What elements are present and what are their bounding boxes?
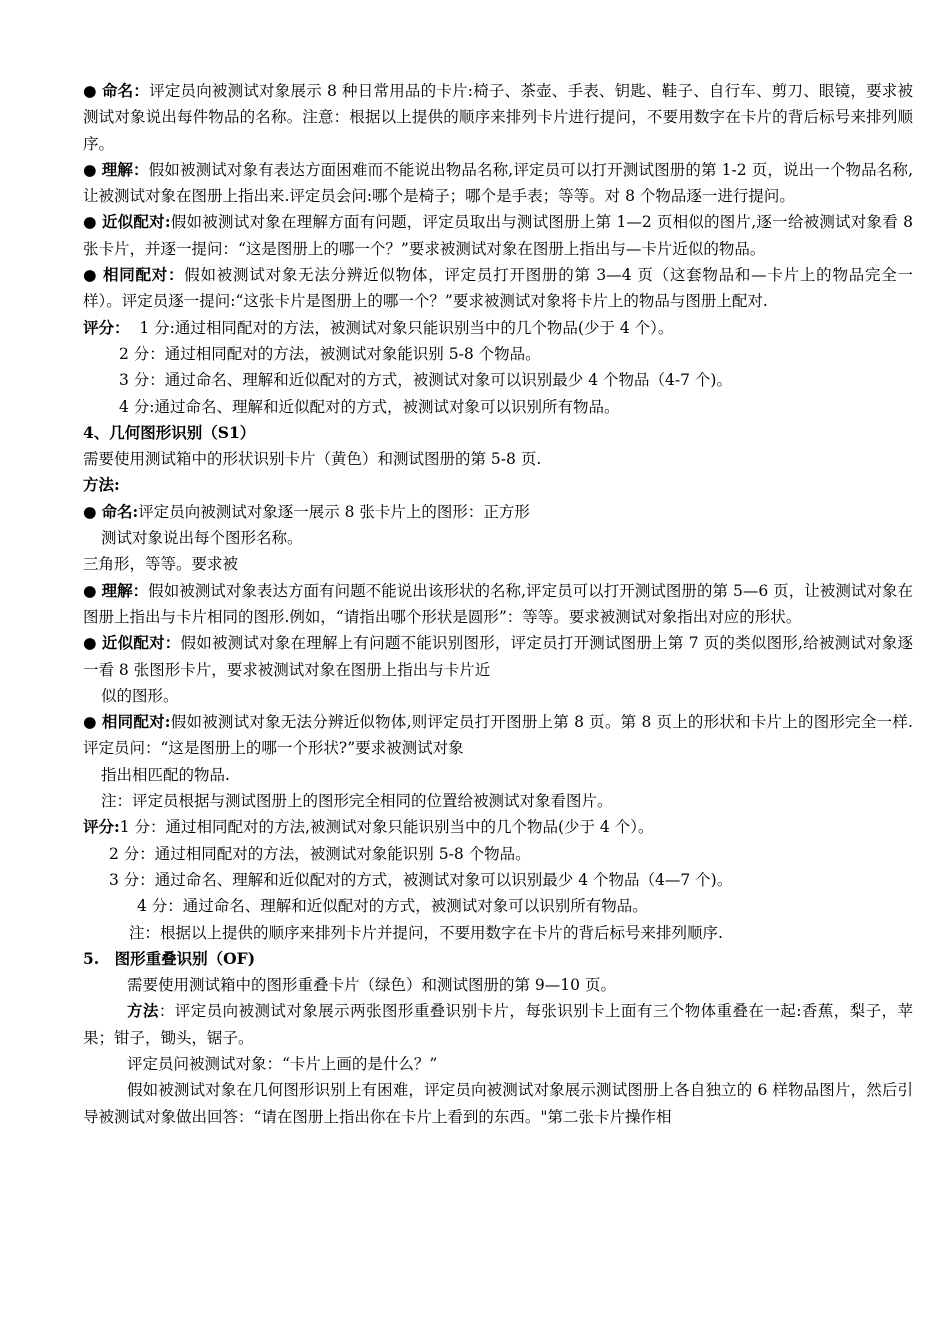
item-label: 相同配对： — [102, 265, 185, 285]
item-text: 评定员向被测试对象展示 8 种日常用品的卡片:椅子、茶壶、手表、钥匙、鞋子、自行车、剪刀、眼镜，要求被测试对象说出每件物品的名称。注意：根据以上提供的顺序来排列卡片进行提问，不要用数字在卡片的背后标号来排列顺序。 — [83, 82, 913, 153]
item-label: 相同配对: — [101, 712, 171, 732]
section-intro: 需要使用测试箱中的图形重叠卡片（绿色）和测试图册的第 9—10 页。 — [127, 976, 616, 995]
bullet-icon: ● — [83, 712, 97, 732]
score-line-3: 3 分：通过命名、理解和近似配对的方式，被测试对象可以识别最少 4 个物品（4—7 个)。 — [109, 870, 733, 889]
item-label: 近似配对: — [101, 212, 171, 232]
item-comprehension — [83, 157, 913, 210]
bullet-icon: ● — [83, 81, 97, 100]
item-approx-match — [83, 209, 913, 262]
method-label: 方法 — [127, 1001, 159, 1021]
method-paragraph — [83, 998, 913, 1051]
item-identical-match — [83, 262, 913, 315]
score-line-1 — [83, 315, 913, 341]
bullet-icon: ● — [83, 633, 97, 653]
score-line-2: 2 分：通过相同配对的方法，被测试对象能识别 5-8 个物品。 — [109, 844, 531, 863]
body-paragraph: 假如被测试对象在几何图形识别上有困难，评定员向被测试对象展示测试图册上各自独立的 6 样物品图片，然后引导被测试对象做出回答：“请在图册上指出你在卡片上看到的东西。"第二张卡片操作相 — [83, 1081, 913, 1126]
item-text: 评定员向被测试对象逐一展示 8 张卡片上的图形：正方形 — [138, 502, 530, 521]
item-text: 假如被测试对象无法分辨近似物体，评定员打开图册的第 3—4 页（这套物品和—卡片上的物品完全一样）。评定员逐一提问:“这张卡片是图册上的哪一个？”要求被测试对象将卡片上的物品与图册上配对. — [83, 266, 913, 311]
bullet-icon: ● — [83, 501, 97, 521]
section-heading: 5. 图形重叠识别（OF) — [83, 948, 256, 968]
item-identical-match — [83, 709, 913, 762]
item-comprehension — [83, 578, 913, 631]
score-label: 评分： — [83, 317, 130, 337]
bullet-icon: ● — [83, 212, 97, 232]
item-label: 近似配对： — [101, 633, 181, 653]
item-text: 假如被测试对象在理解上有问题不能识别图形，评定员打开测试图册上第 7 页的类似图形,给被测试对象逐一看 8 张图形卡片，要求被测试对象在图册上指出与卡片近 — [83, 634, 913, 679]
item-label: 命名： — [101, 81, 150, 100]
item-label: 理解： — [101, 159, 149, 179]
item-label: 理解： — [101, 580, 149, 600]
score-line-1 — [83, 814, 913, 840]
bullet-icon: ● — [83, 159, 97, 179]
item-text-continued: 似的图形。 — [101, 686, 179, 705]
item-text: 假如被测试对象表达方面有问题不能说出该形状的名称,评定员可以打开测试图册的第 5—6 页，让被测试对象在图册上指出与卡片相同的图形.例如，“请指出哪个形状是圆形”：等等。要求被测试对象指出对应的形状。 — [83, 581, 913, 626]
score-line-3: 3 分：通过命名、理解和近似配对的方式，被测试对象可以识别最少 4 个物品（4-7 个)。 — [119, 371, 732, 390]
question-line: 评定员问被测试对象：“卡片上画的是什么？” — [127, 1054, 438, 1073]
score-label: 评分: — [83, 817, 120, 837]
item-text-continued: 指出相匹配的物品. — [101, 765, 230, 784]
section-heading: 4、几何图形识别（S1） — [83, 422, 256, 442]
bullet-icon: ● — [83, 580, 97, 600]
score-text: 1 分:通过相同配对的方法，被测试对象只能识别当中的几个物品(少于 4 个）。 — [139, 318, 674, 337]
item-text-continued: 三角形，等等。要求被 — [83, 555, 239, 574]
method-label: 方法: — [83, 475, 120, 495]
score-line-4: 4 分：通过命名、理解和近似配对的方式，被测试对象可以识别所有物品。 — [137, 897, 648, 916]
item-text: 假如被测试对象无法分辨近似物体,则评定员打开图册上第 8 页。第 8 页上的形状和卡片上的图形完全一样.评定员问：“这是图册上的哪一个形状?”要求被测试对象 — [83, 713, 913, 758]
item-naming — [83, 499, 913, 525]
item-naming — [83, 78, 913, 157]
score-line-4: 4 分:通过命名、理解和近似配对的方式，被测试对象可以识别所有物品。 — [119, 397, 620, 416]
item-text: 假如被测试对象有表达方面困难而不能说出物品名称,评定员可以打开测试图册的第 1-2 页，说出一个物品名称,让被测试对象在图册上指出来.评定员会问:哪个是椅子；哪个是手表；等等。对 8 个物品逐一进行提问。 — [83, 160, 913, 206]
method-text: ：评定员向被测试对象展示两张图形重叠识别卡片，每张识别卡上面有三个物体重叠在一起:香蕉，梨子，苹果；钳子，锄头，锯子。 — [83, 1002, 913, 1047]
bullet-icon: ● — [83, 265, 98, 285]
section-intro: 需要使用测试箱中的形状识别卡片（黄色）和测试图册的第 5-8 页. — [83, 450, 542, 469]
score-text: 1 分：通过相同配对的方法,被测试对象只能识别当中的几个物品(少于 4 个）。 — [119, 818, 654, 837]
score-line-2: 2 分：通过相同配对的方法，被测试对象能识别 5-8 个物品。 — [119, 344, 541, 363]
note-line: 注：根据以上提供的顺序来排列卡片并提问，不要用数字在卡片的背后标号来排列顺序. — [129, 923, 723, 942]
document-page — [83, 78, 913, 1130]
item-text-continued: 测试对象说出每个图形名称。 — [101, 529, 303, 548]
item-text: 假如被测试对象在理解方面有问题，评定员取出与测试图册上第 1—2 页相似的图片,逐一给被测试对象看 8 张卡片，并逐一提问：“这是图册上的哪一个？”要求被测试对象在图册上指出与—卡片近似的物品。 — [83, 213, 914, 258]
item-approx-match — [83, 630, 913, 683]
note-line: 注：评定员根据与测试图册上的图形完全相同的位置给被测试对象看图片。 — [101, 792, 613, 811]
item-label: 命名: — [101, 501, 139, 521]
